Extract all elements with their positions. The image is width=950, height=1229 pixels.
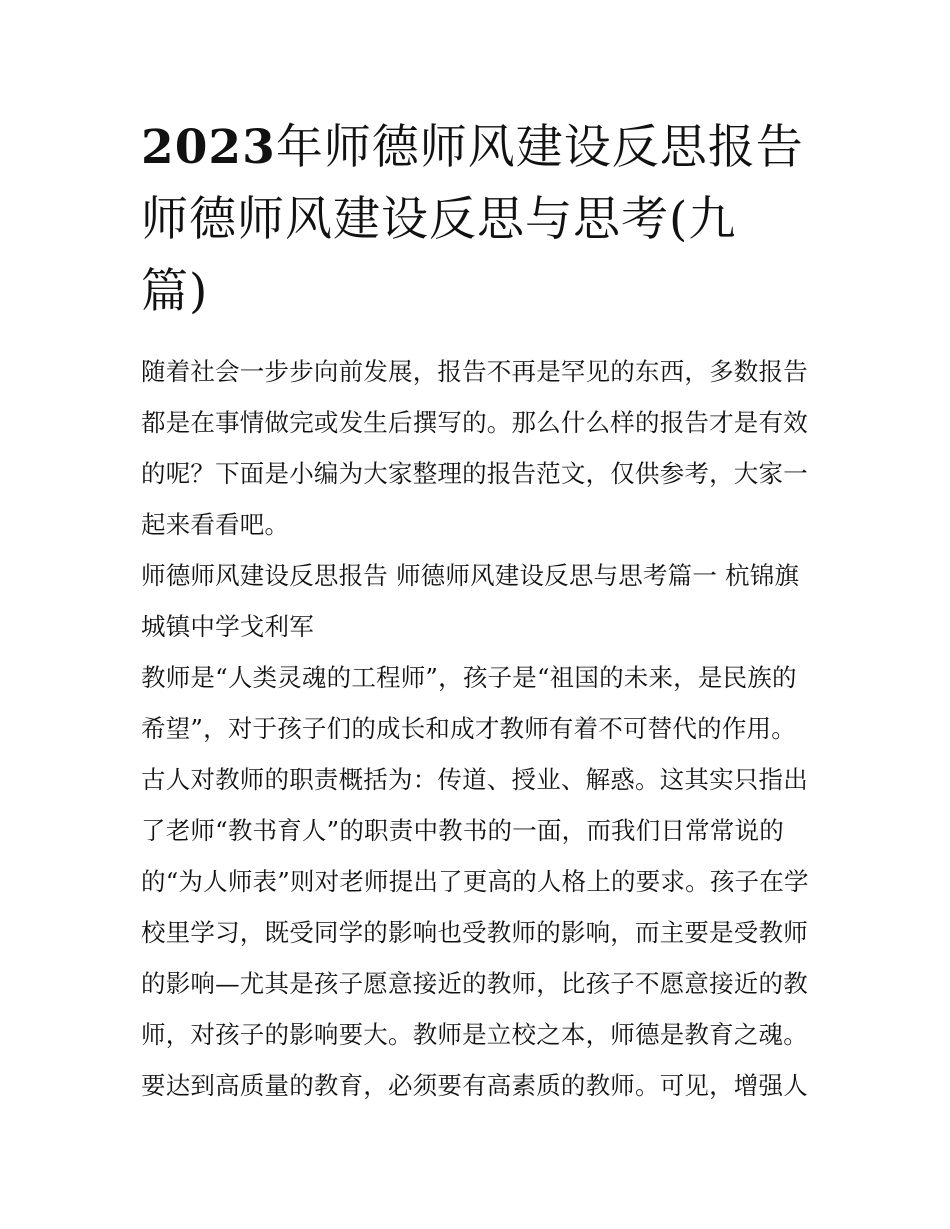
body-line: 都是在事情做完或发生后撰写的。那么什么样的报告才是有效 — [141, 408, 808, 437]
document-title — [141, 112, 813, 328]
body-line: 了老师“教书育人”的职责中教书的一面，而我们日常常说的 — [141, 816, 784, 845]
body-line: 师，对孩子的影响要大。教师是立校之本，师德是教育之魂。 — [141, 1020, 808, 1049]
body-line: 起来看看吧。 — [141, 510, 290, 539]
body-line: 的呢？下面是小编为大家整理的报告范文，仅供参考，大家一 — [141, 459, 808, 488]
title-line-2: 师德师风建设反思与思考(九 — [141, 192, 737, 247]
section-author-line: 城镇中学戈利军 — [141, 612, 314, 641]
title-line-3: 篇) — [141, 264, 209, 319]
body-line: 校里学习，既受同学的影响也受教师的影响，而主要是受教师 — [141, 918, 808, 947]
title-line-1 — [141, 120, 804, 175]
document-page — [141, 112, 813, 1111]
title-line-1-text: 年师德师风建设反思报告 — [275, 120, 804, 175]
body-line: 的“为人师表”则对老师提出了更高的人格上的要求。孩子在学 — [141, 867, 809, 896]
body-line: 随着社会一步步向前发展，报告不再是罕见的东西，多数报告 — [141, 357, 808, 386]
body-line: 希望”，对于孩子们的成长和成才教师有着不可替代的作用。 — [141, 714, 796, 743]
body-line: 的影响—尤其是孩子愿意接近的教师，比孩子不愿意接近的教 — [141, 969, 808, 998]
body-line: 古人对教师的职责概括为：传道、授业、解惑。这其实只指出 — [141, 765, 808, 794]
body-line: 教师是“人类灵魂的工程师”，孩子是“祖国的未来，是民族的 — [141, 663, 797, 692]
title-year: 2023 — [141, 120, 276, 175]
body-line: 要达到高质量的教育，必须要有高素质的教师。可见，增强人 — [141, 1071, 808, 1100]
section-heading-line: 师德师风建设反思报告 师德师风建设反思与思考篇一 杭锦旗 — [141, 561, 800, 590]
document-body — [141, 346, 813, 1111]
